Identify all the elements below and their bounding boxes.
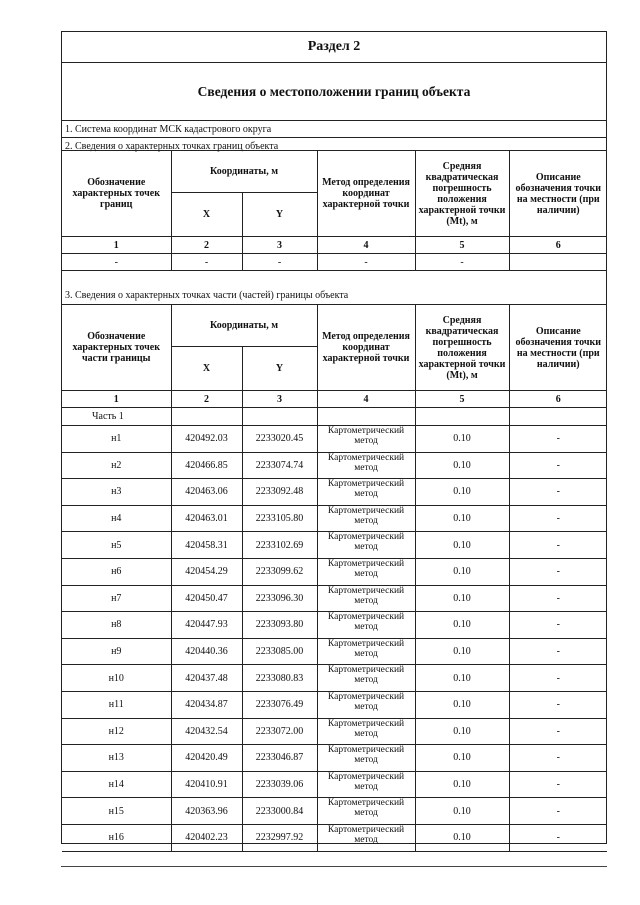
header-coordinates: Координаты, м <box>171 305 317 347</box>
table-footer-spacer <box>62 851 607 877</box>
table-row <box>62 479 607 506</box>
error-value: 0.10 <box>415 798 509 825</box>
header-y: Y <box>242 193 317 237</box>
description: - <box>509 426 607 453</box>
method: Картометрический метод <box>317 558 415 585</box>
method: Картометрический метод <box>317 691 415 718</box>
description: - <box>509 718 607 745</box>
header-method: Метод определения координат характерной точки <box>317 305 415 391</box>
method: Картометрический метод <box>317 718 415 745</box>
point-name: н6 <box>62 558 171 585</box>
coord-system-line: 1. Система координат МСК кадастрового округа <box>62 121 606 138</box>
method: Картометрический метод <box>317 824 415 851</box>
description: - <box>509 452 607 479</box>
description: - <box>509 558 607 585</box>
document-subtitle: Сведения о местоположении границ объекта <box>62 63 606 121</box>
method: Картометрический метод <box>317 452 415 479</box>
table-cell: - <box>62 254 171 271</box>
table-row <box>62 824 607 851</box>
y-coordinate: 2232997.92 <box>242 824 317 851</box>
description: - <box>509 612 607 639</box>
description: - <box>509 505 607 532</box>
point-name: н13 <box>62 745 171 772</box>
method: Картометрический метод <box>317 479 415 506</box>
table-row <box>62 691 607 718</box>
col-num: 6 <box>509 237 607 254</box>
points-section-line: 2. Сведения о характерных точках границ объекта <box>65 141 279 152</box>
x-coordinate: 420420.49 <box>171 745 242 772</box>
point-name: н1 <box>62 426 171 453</box>
method: Картометрический метод <box>317 771 415 798</box>
table-row <box>62 638 607 665</box>
table-row <box>62 585 607 612</box>
table-row <box>62 798 607 825</box>
x-coordinate: 420410.91 <box>171 771 242 798</box>
y-coordinate: 2233039.06 <box>242 771 317 798</box>
table-row <box>62 426 607 453</box>
error-value: 0.10 <box>415 452 509 479</box>
header-description: Описание обозначения точки на местности (при наличии) <box>509 305 607 391</box>
table-cell <box>415 408 509 426</box>
method: Картометрический метод <box>317 798 415 825</box>
table-cell <box>509 254 607 271</box>
y-coordinate: 2233000.84 <box>242 798 317 825</box>
table-cell <box>171 408 242 426</box>
table-row <box>62 254 607 271</box>
error-value: 0.10 <box>415 505 509 532</box>
table-row <box>62 505 607 532</box>
description: - <box>509 824 607 851</box>
point-name: н8 <box>62 612 171 639</box>
col-num: 5 <box>415 237 509 254</box>
method: Картометрический метод <box>317 426 415 453</box>
method: Картометрический метод <box>317 532 415 559</box>
header-error: Средняя квадратическая погрешность положения характерной точки (Mt), м <box>415 305 509 391</box>
description: - <box>509 665 607 692</box>
point-name: н16 <box>62 824 171 851</box>
method: Картометрический метод <box>317 638 415 665</box>
x-coordinate: 420463.06 <box>171 479 242 506</box>
y-coordinate: 2233072.00 <box>242 718 317 745</box>
point-name: н5 <box>62 532 171 559</box>
point-name: н4 <box>62 505 171 532</box>
x-coordinate: 420432.54 <box>171 718 242 745</box>
table-row <box>62 665 607 692</box>
method: Картометрический метод <box>317 505 415 532</box>
y-coordinate: 2233076.49 <box>242 691 317 718</box>
description: - <box>509 771 607 798</box>
point-name: н10 <box>62 665 171 692</box>
description: - <box>509 745 607 772</box>
header-coordinates: Координаты, м <box>171 151 317 193</box>
method: Картометрический метод <box>317 612 415 639</box>
col-num: 3 <box>242 391 317 408</box>
column-numbers-row <box>62 237 607 254</box>
method: Картометрический метод <box>317 745 415 772</box>
x-coordinate: 420492.03 <box>171 426 242 453</box>
error-value: 0.10 <box>415 479 509 506</box>
x-coordinate: 420447.93 <box>171 612 242 639</box>
y-coordinate: 2233099.62 <box>242 558 317 585</box>
y-coordinate: 2233102.69 <box>242 532 317 559</box>
table-cell <box>242 408 317 426</box>
error-value: 0.10 <box>415 532 509 559</box>
col-num: 2 <box>171 391 242 408</box>
header-x: X <box>171 193 242 237</box>
x-coordinate: 420363.96 <box>171 798 242 825</box>
point-name: н11 <box>62 691 171 718</box>
description: - <box>509 585 607 612</box>
y-coordinate: 2233046.87 <box>242 745 317 772</box>
table-row <box>62 718 607 745</box>
x-coordinate: 420463.01 <box>171 505 242 532</box>
y-coordinate: 2233093.80 <box>242 612 317 639</box>
table-cell: - <box>317 254 415 271</box>
method: Картометрический метод <box>317 585 415 612</box>
column-numbers-row <box>62 391 607 408</box>
table-row <box>62 745 607 772</box>
header-description: Описание обозначения точки на местности (при наличии) <box>509 151 607 237</box>
error-value: 0.10 <box>415 745 509 772</box>
table-cell <box>509 408 607 426</box>
header-error: Средняя квадратическая погрешность положения характерной точки (Mt), м <box>415 151 509 237</box>
section-title: Раздел 2 <box>62 32 606 63</box>
point-name: н15 <box>62 798 171 825</box>
y-coordinate: 2233080.83 <box>242 665 317 692</box>
description: - <box>509 638 607 665</box>
col-num: 4 <box>317 237 415 254</box>
part-points-section-line: 3. Сведения о характерных точках части (частей) границы объекта <box>65 290 349 301</box>
error-value: 0.10 <box>415 426 509 453</box>
col-num: 1 <box>62 391 171 408</box>
method: Картометрический метод <box>317 665 415 692</box>
footer-cell <box>62 851 607 877</box>
error-value: 0.10 <box>415 665 509 692</box>
y-coordinate: 2233020.45 <box>242 426 317 453</box>
table-cell: - <box>171 254 242 271</box>
table-cell: - <box>415 254 509 271</box>
x-coordinate: 420434.87 <box>171 691 242 718</box>
col-num: 2 <box>171 237 242 254</box>
description: - <box>509 479 607 506</box>
col-num: 1 <box>62 237 171 254</box>
error-value: 0.10 <box>415 691 509 718</box>
description: - <box>509 798 607 825</box>
table-row <box>62 558 607 585</box>
header-x: X <box>171 347 242 391</box>
x-coordinate: 420450.47 <box>171 585 242 612</box>
part-boundary-points-table <box>62 304 607 877</box>
description: - <box>509 532 607 559</box>
point-name: н2 <box>62 452 171 479</box>
table-row <box>62 771 607 798</box>
point-name: н14 <box>62 771 171 798</box>
table-cell <box>317 408 415 426</box>
part-label: Часть 1 <box>62 408 171 426</box>
table-row <box>62 612 607 639</box>
header-point-designation: Обозначение характерных точек границ <box>62 151 171 237</box>
error-value: 0.10 <box>415 638 509 665</box>
col-num: 5 <box>415 391 509 408</box>
col-num: 4 <box>317 391 415 408</box>
boundary-points-table <box>62 150 607 271</box>
y-coordinate: 2233096.30 <box>242 585 317 612</box>
page-footer-rule <box>61 866 607 867</box>
x-coordinate: 420440.36 <box>171 638 242 665</box>
error-value: 0.10 <box>415 718 509 745</box>
point-name: н7 <box>62 585 171 612</box>
y-coordinate: 2233105.80 <box>242 505 317 532</box>
y-coordinate: 2233085.00 <box>242 638 317 665</box>
x-coordinate: 420466.85 <box>171 452 242 479</box>
part-label-row <box>62 408 607 426</box>
point-name: н3 <box>62 479 171 506</box>
header-method: Метод определения координат характерной точки <box>317 151 415 237</box>
error-value: 0.10 <box>415 612 509 639</box>
col-num: 6 <box>509 391 607 408</box>
y-coordinate: 2233092.48 <box>242 479 317 506</box>
x-coordinate: 420454.29 <box>171 558 242 585</box>
col-num: 3 <box>242 237 317 254</box>
point-name: н12 <box>62 718 171 745</box>
error-value: 0.10 <box>415 771 509 798</box>
x-coordinate: 420437.48 <box>171 665 242 692</box>
document-sheet <box>61 31 607 844</box>
point-name: н9 <box>62 638 171 665</box>
header-y: Y <box>242 347 317 391</box>
part-points-body <box>62 426 607 852</box>
error-value: 0.10 <box>415 585 509 612</box>
table-row <box>62 532 607 559</box>
table-row <box>62 452 607 479</box>
x-coordinate: 420402.23 <box>171 824 242 851</box>
x-coordinate: 420458.31 <box>171 532 242 559</box>
header-point-designation: Обозначение характерных точек части границы <box>62 305 171 391</box>
error-value: 0.10 <box>415 824 509 851</box>
y-coordinate: 2233074.74 <box>242 452 317 479</box>
description: - <box>509 691 607 718</box>
table-cell: - <box>242 254 317 271</box>
error-value: 0.10 <box>415 558 509 585</box>
